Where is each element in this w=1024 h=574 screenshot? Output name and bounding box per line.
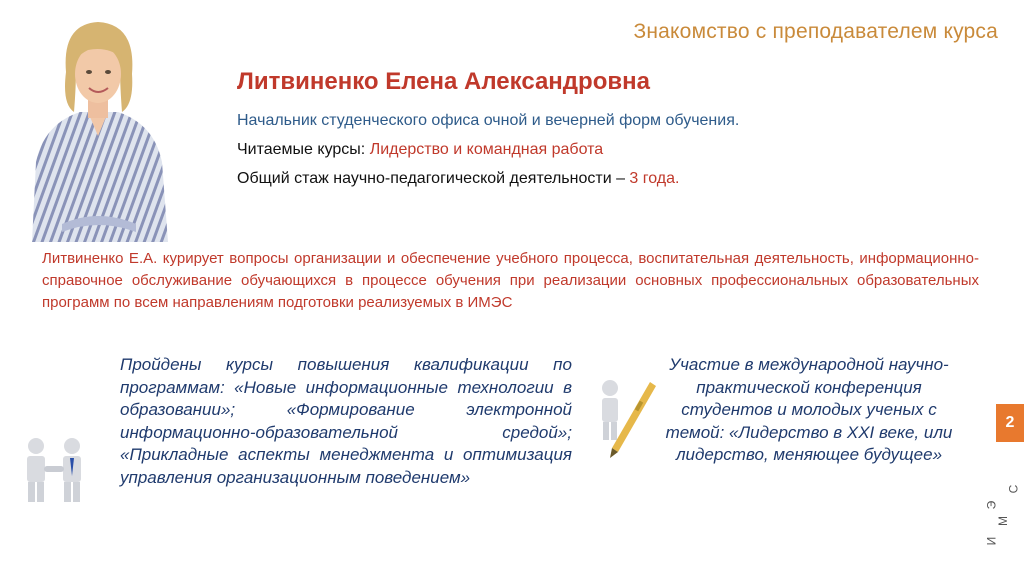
experience-label: Общий стаж научно-педагогической деятельности – bbox=[237, 170, 630, 187]
logo-letter: М bbox=[996, 516, 1010, 526]
pen-man-icon bbox=[594, 376, 660, 458]
logo-letter: И bbox=[984, 536, 999, 546]
courses-value: Лидерство и командная работа bbox=[369, 141, 604, 158]
teacher-name: Литвиненко Елена Александровна bbox=[237, 68, 650, 95]
vertical-logo bbox=[985, 478, 1021, 558]
page-number-badge: 2 bbox=[996, 404, 1024, 442]
qualification-courses-text: Пройдены курсы повышения квалификации по программам: «Новые информационные технологии в образовании»; «Формирование электронной информационно-образовательной средой»; «Прикладные аспекты менеджмента и оптимизация управления организационным поведением» bbox=[120, 355, 572, 487]
slide-title: Знакомство с преподавателем курса bbox=[633, 20, 998, 43]
responsibilities-description: Литвиненко Е.А. курирует вопросы организации и обеспечение учебного процесса, воспитательная деятельность, информационно-справочное обслуживание обучающихся в процессе обучения при реализации основных профессиональных образовательных программ по всем направлениям подготовки реализуемых в ИМЭС bbox=[42, 250, 979, 311]
experience-value: 3 года. bbox=[629, 170, 680, 187]
handshake-icon bbox=[14, 436, 94, 504]
experience-line bbox=[237, 170, 679, 188]
courses-label: Читаемые курсы: bbox=[237, 141, 370, 158]
teacher-photo bbox=[22, 12, 174, 242]
conference-text: Участие в международной научно-практической конференция студентов и молодых ученых с темой: «Лидерство в XXI веке, или лидерство, меняющее будущее» bbox=[665, 355, 953, 464]
logo-letter: Э bbox=[984, 500, 999, 510]
logo-letter: С bbox=[1006, 484, 1021, 494]
courses-line bbox=[237, 141, 603, 159]
teacher-position: Начальник студенческого офиса очной и вечерней форм обучения. bbox=[237, 112, 740, 129]
